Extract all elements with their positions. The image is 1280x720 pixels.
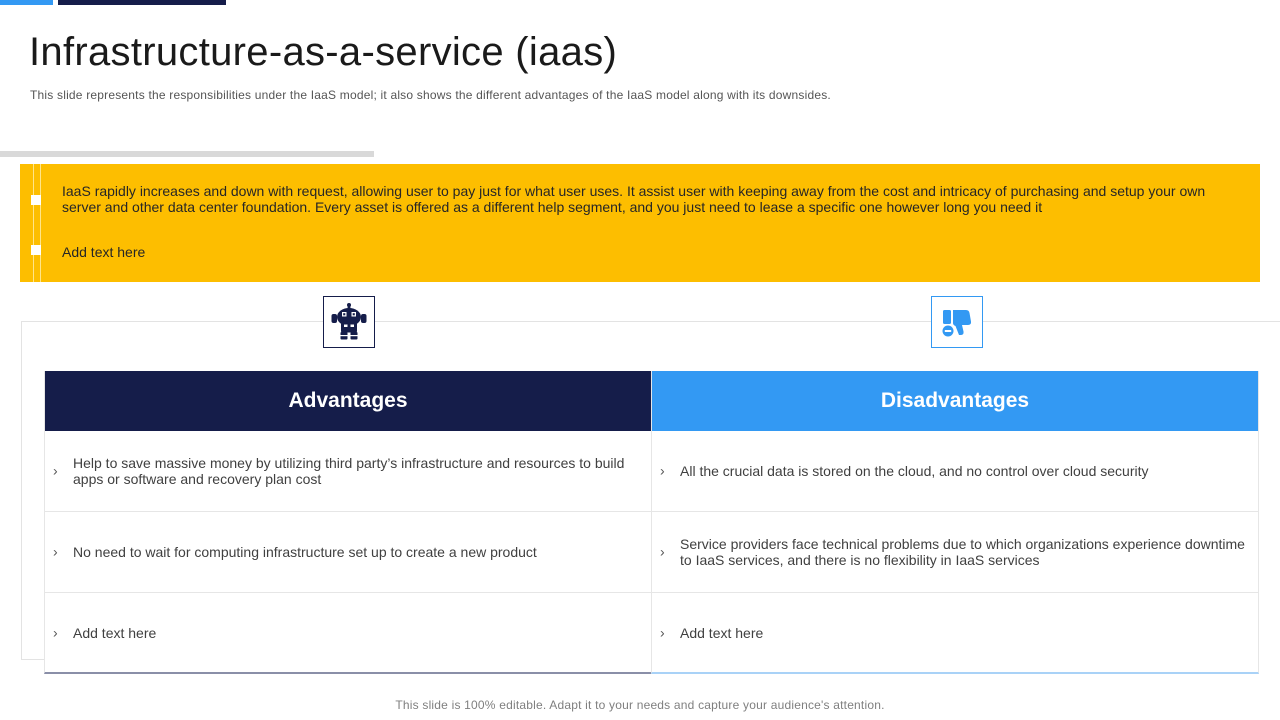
disadvantages-column: [651, 371, 1259, 674]
disadvantage-text: All the crucial data is stored on the cloud, and no control over cloud security: [680, 463, 1149, 479]
chevron-right-icon: ›: [53, 462, 58, 479]
footer-note: This slide is 100% editable. Adapt it to your needs and capture your audience's attention.: [395, 698, 885, 712]
disadvantages-header: Disadvantages: [652, 371, 1258, 431]
highlight-box: [20, 164, 1260, 282]
advantages-column: [44, 371, 652, 674]
frame-line: [21, 321, 22, 660]
disadvantage-text: Service providers face technical problems due to which organizations experience downtime to IaaS services, and there is no flexibility in IaaS services: [680, 536, 1245, 568]
disadvantage-text: Add text here: [680, 625, 764, 641]
advantages-header: Advantages: [45, 371, 651, 431]
chevron-right-icon: ›: [660, 462, 665, 479]
divider-bar: [0, 151, 374, 157]
slide-subtitle: This slide represents the responsibilities under the IaaS model; it also shows the different advantages of the IaaS model along with its downsides.: [30, 88, 831, 102]
highlight-rule: [40, 164, 41, 282]
highlight-point: IaaS rapidly increases and down with request, allowing user to pay just for what user uses. It assist user with keeping away from the cost and intricacy of purchasing and setup your own server and other data center foundation. Every asset is offered as a different help segment, and you just need to lease a specific one however long you need it: [62, 183, 1206, 215]
thumbs-down-icon: [940, 305, 974, 339]
highlight-rule: [33, 164, 34, 282]
table-row: [45, 593, 651, 673]
advantage-text: No need to wait for computing infrastructure set up to create a new product: [73, 544, 537, 560]
table-row: [45, 431, 651, 512]
advantages-icon-box: [323, 296, 375, 348]
top-accent-bar-navy: [58, 0, 226, 5]
bullet-square-icon: [31, 195, 41, 205]
chevron-right-icon: ›: [53, 543, 58, 560]
advantage-text: Help to save massive money by utilizing third party’s infrastructure and resources to build apps or software and recovery plan cost: [73, 455, 625, 487]
bullet-square-icon: [31, 245, 41, 255]
highlight-point: Add text here: [62, 244, 146, 260]
disadvantages-icon-box: [931, 296, 983, 348]
chevron-right-icon: ›: [660, 543, 665, 560]
chevron-right-icon: ›: [660, 624, 665, 641]
advantage-text: Add text here: [73, 625, 157, 641]
advantages-disadvantages-table: [44, 371, 1259, 674]
slide-title: Infrastructure-as-a-service (iaas): [29, 30, 618, 74]
top-accent-bar-blue: [0, 0, 53, 5]
table-row: [652, 431, 1258, 512]
table-row: [45, 512, 651, 593]
chevron-right-icon: ›: [53, 624, 58, 641]
table-row: [652, 593, 1258, 673]
frame-line: [21, 321, 1280, 322]
robot-icon: [330, 303, 368, 341]
table-row: [652, 512, 1258, 593]
